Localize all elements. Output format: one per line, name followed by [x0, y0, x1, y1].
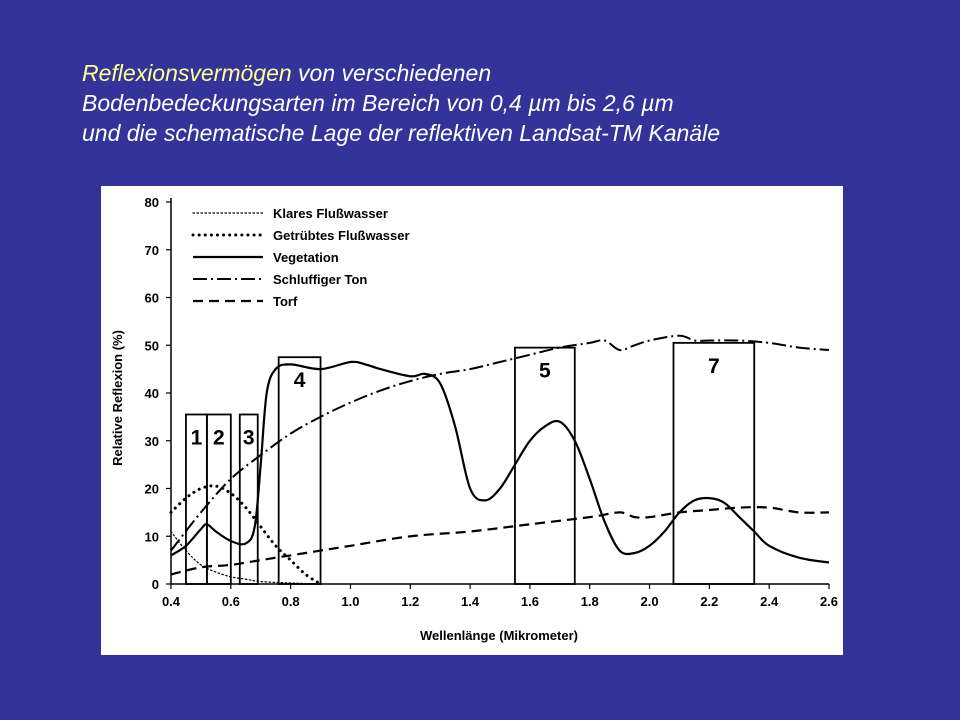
- x-tick-label: 2.0: [640, 594, 659, 609]
- y-tick-label: 0: [151, 577, 159, 592]
- slide-title: [82, 58, 942, 148]
- title-line-1-rest: von verschiedenen: [291, 60, 492, 86]
- band-label-7: 7: [708, 354, 720, 378]
- x-tick-label: 1.0: [341, 594, 360, 609]
- series-line-4: [171, 336, 829, 551]
- band-box-7: [673, 343, 754, 584]
- band-label-2: 2: [213, 426, 225, 450]
- title-highlight: Reflexionsvermögen: [82, 60, 292, 86]
- title-line-1: [82, 58, 942, 88]
- x-tick-label: 1.2: [401, 594, 420, 609]
- legend-label-5: Torf: [273, 294, 298, 309]
- band-label-4: 4: [293, 369, 306, 393]
- y-tick-label: 40: [144, 386, 159, 401]
- y-axis-label: Relative Reflexion (%): [110, 330, 125, 466]
- chart-panel: [101, 186, 843, 655]
- x-tick-label: 2.2: [700, 594, 719, 609]
- series-lines: [171, 336, 829, 584]
- x-tick-label: 0.8: [281, 594, 300, 609]
- title-line-2: Bodenbedeckungsarten im Bereich von 0,4 µm bis 2,6 µm: [82, 90, 674, 116]
- x-tick-label: 1.8: [580, 594, 599, 609]
- y-tick-label: 30: [144, 433, 159, 449]
- band-boxes: [186, 343, 754, 584]
- legend-label-4: Schluffiger Ton: [273, 272, 368, 287]
- x-tick-label: 2.4: [760, 594, 779, 609]
- x-axis-label: Wellenlänge (Mikrometer): [420, 628, 578, 643]
- reflectance-chart: [101, 186, 843, 655]
- y-tick-label: 20: [144, 481, 159, 497]
- legend: [193, 206, 410, 309]
- legend-label-3: Vegetation: [273, 250, 339, 265]
- band-label-3: 3: [242, 426, 255, 450]
- band-label-1: 1: [190, 426, 203, 450]
- band-label-5: 5: [539, 359, 551, 383]
- band-box-5: [515, 348, 575, 584]
- x-tick-label: 0.4: [161, 594, 181, 609]
- y-tick-label: 60: [144, 290, 159, 306]
- legend-label-1: Klares Flußwasser: [273, 206, 388, 221]
- x-tick-label: 0.6: [221, 594, 240, 609]
- y-tick-label: 50: [144, 338, 159, 354]
- series-line-3: [171, 359, 829, 563]
- x-tick-label: 2.6: [819, 594, 839, 609]
- series-line-5: [171, 507, 829, 574]
- title-line-3: und die schematische Lage der reflektiven Landsat-TM Kanäle: [82, 120, 720, 146]
- x-tick-label: 1.6: [520, 594, 539, 609]
- y-tick-label: 70: [144, 242, 159, 258]
- x-tick-label: 1.4: [461, 594, 480, 609]
- y-tick-label: 80: [144, 195, 159, 210]
- legend-label-2: Getrübtes Flußwasser: [273, 228, 410, 243]
- y-tick-label: 10: [144, 529, 159, 545]
